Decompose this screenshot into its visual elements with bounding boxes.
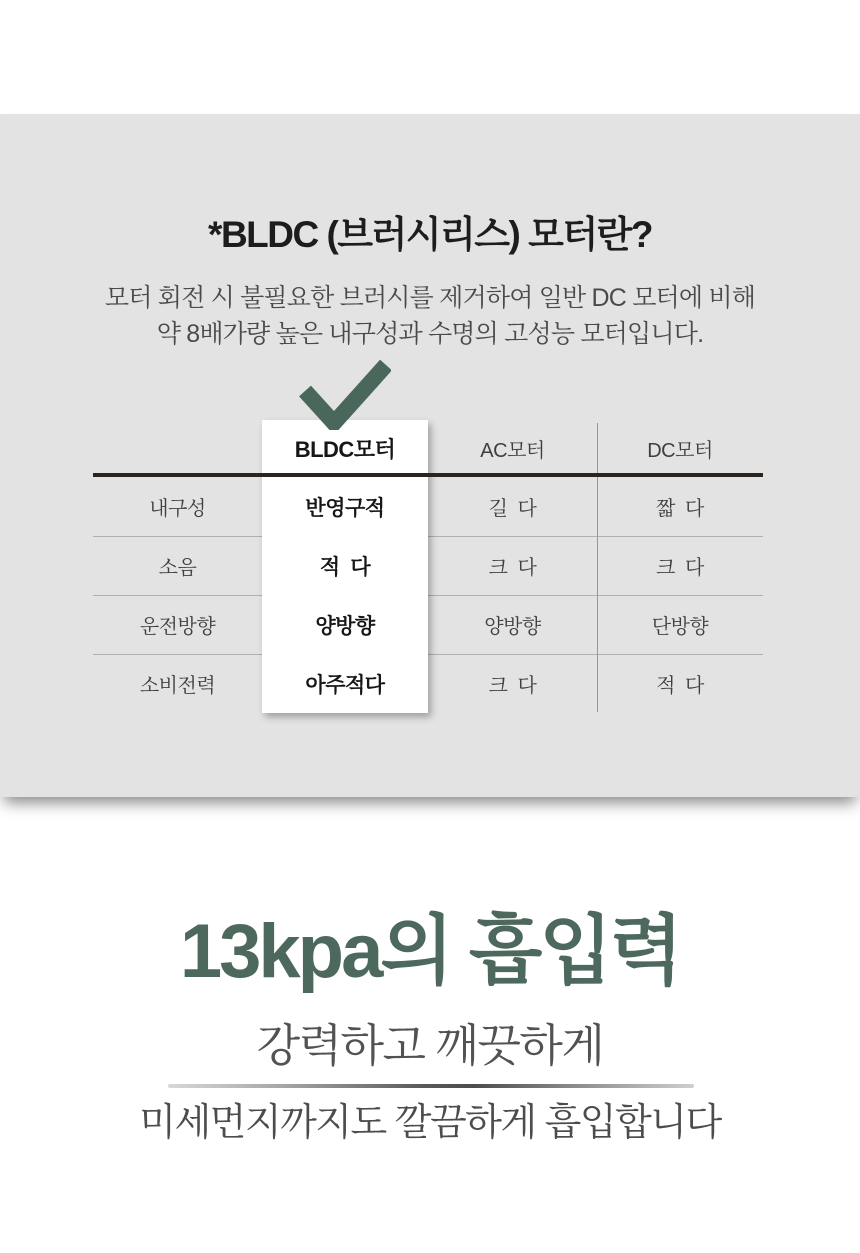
- bldc-info-card: [0, 114, 860, 797]
- row-power-label: 소비전력: [139, 675, 216, 697]
- row-durability-label: 내구성: [149, 498, 206, 520]
- suction-headline: 13kpa의 흡입력: [179, 909, 681, 994]
- table-grid: [93, 420, 763, 713]
- table-header-empty: [93, 420, 262, 477]
- suction-caption: 미세먼지까지도 깔끔하게 흡입합니다: [139, 1102, 721, 1144]
- card-description-line1: 모터 회전 시 불필요한 브러시를 제거하여 일반 DC 모터에 비해: [104, 284, 756, 312]
- row-noise-bldc: 적 다: [319, 555, 371, 579]
- table-header-ac: AC모터: [480, 440, 545, 462]
- row-direction-bldc: 양방향: [315, 614, 375, 638]
- suction-subheadline: 강력하고 깨끗하게: [256, 1020, 604, 1071]
- card-description-line2: 약 8배가량 높은 내구성과 수명의 고성능 모터입니다.: [156, 320, 704, 348]
- row-noise-dc: 크 다: [656, 557, 704, 579]
- card-description: [0, 280, 860, 352]
- row-direction-ac: 양방향: [484, 616, 541, 638]
- row-noise-label: 소음: [158, 557, 197, 579]
- table-header-bldc: BLDC모터: [294, 437, 396, 462]
- table-header-dc: DC모터: [647, 440, 713, 462]
- gradient-divider: [168, 1084, 694, 1088]
- checkmark-icon: [299, 360, 391, 430]
- motor-comparison-table: [93, 420, 763, 713]
- row-direction-label: 운전방향: [139, 616, 216, 638]
- row-durability-dc: 짧 다: [656, 498, 704, 520]
- row-direction-dc: 단방향: [651, 616, 709, 638]
- row-power-ac: 크 다: [488, 675, 537, 697]
- row-noise-ac: 크 다: [488, 557, 537, 579]
- row-durability-bldc: 반영구적: [305, 496, 385, 520]
- row-durability-ac: 길 다: [488, 498, 537, 520]
- row-power-bldc: 아주적다: [305, 673, 385, 697]
- card-title: *BLDC (브러시리스) 모터란?: [208, 214, 652, 255]
- row-power-dc: 적 다: [656, 675, 704, 697]
